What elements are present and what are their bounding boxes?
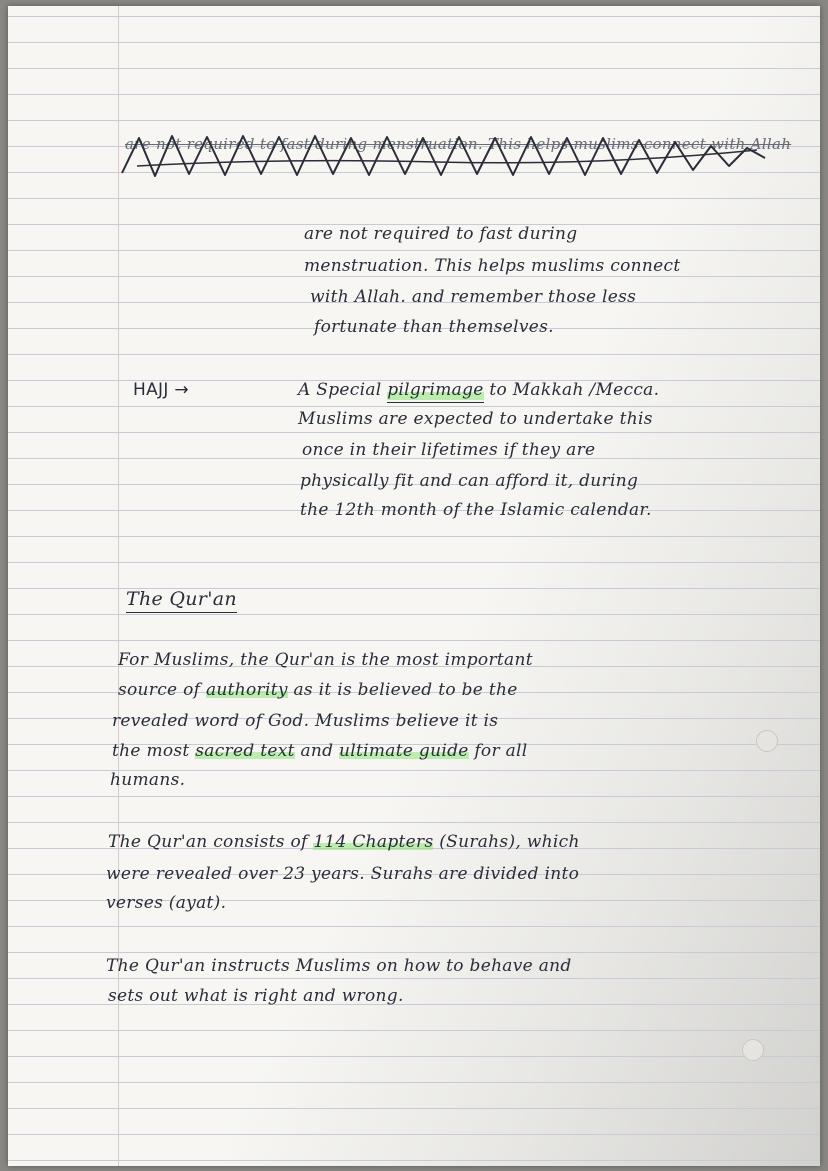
quran-p2-line-2: were revealed over 23 years. Surahs are divided into bbox=[106, 864, 580, 884]
highlight-sacred-text: sacred text bbox=[195, 741, 295, 761]
highlight-authority: authority bbox=[205, 680, 288, 700]
quran-p3-line-1: The Qur'an instructs Muslims on how to behave and bbox=[106, 956, 572, 976]
hajj-line-4: physically fit and can afford it, during bbox=[300, 471, 639, 491]
scratched-out-text: are not required to fast during menstruation. This helps muslims connect with Allah bbox=[125, 135, 792, 153]
fasting-line-2: menstruation. This helps muslims connect bbox=[304, 256, 681, 276]
hajj-line-3: once in their lifetimes if they are bbox=[302, 440, 596, 460]
scribble-crossout bbox=[117, 128, 787, 188]
fasting-line-4: fortunate than themselves. bbox=[314, 317, 554, 337]
quran-p3-line-2: sets out what is right and wrong. bbox=[108, 986, 404, 1006]
quran-p1-line-3: revealed word of God. Muslims believe it is bbox=[112, 711, 499, 731]
quran-p1-line-1: For Muslims, the Qur'an is the most important bbox=[118, 650, 533, 670]
hajj-line-5: the 12th month of the Islamic calendar. bbox=[300, 500, 652, 520]
quran-p2-line-1: The Qur'an consists of 114 Chapters (Surahs), which bbox=[108, 832, 580, 852]
section-heading-quran: The Qur'an bbox=[126, 588, 237, 610]
punch-hole bbox=[742, 1039, 764, 1061]
punch-hole bbox=[756, 730, 778, 752]
hajj-label: HAJJ → bbox=[133, 380, 189, 400]
fasting-line-1: are not required to fast during bbox=[304, 224, 578, 244]
highlight-pilgrimage: pilgrimage bbox=[387, 380, 483, 403]
quran-p1-line-2: source of authority as it is believed to be the bbox=[118, 680, 518, 700]
quran-p2-line-3: verses (ayat). bbox=[106, 893, 227, 913]
highlight-114-chapters: 114 Chapters bbox=[313, 832, 434, 852]
hajj-line-2: Muslims are expected to undertake this bbox=[298, 409, 653, 429]
arrow-right-icon: → bbox=[174, 380, 189, 400]
quran-p1-line-4: the most sacred text and ultimate guide for all bbox=[112, 741, 528, 761]
fasting-line-3: with Allah. and remember those less bbox=[310, 287, 637, 307]
hajj-line-1: A Special pilgrimage to Makkah /Mecca. bbox=[298, 380, 659, 400]
quran-p1-line-5: humans. bbox=[110, 770, 186, 790]
highlight-ultimate-guide: ultimate guide bbox=[339, 741, 469, 761]
